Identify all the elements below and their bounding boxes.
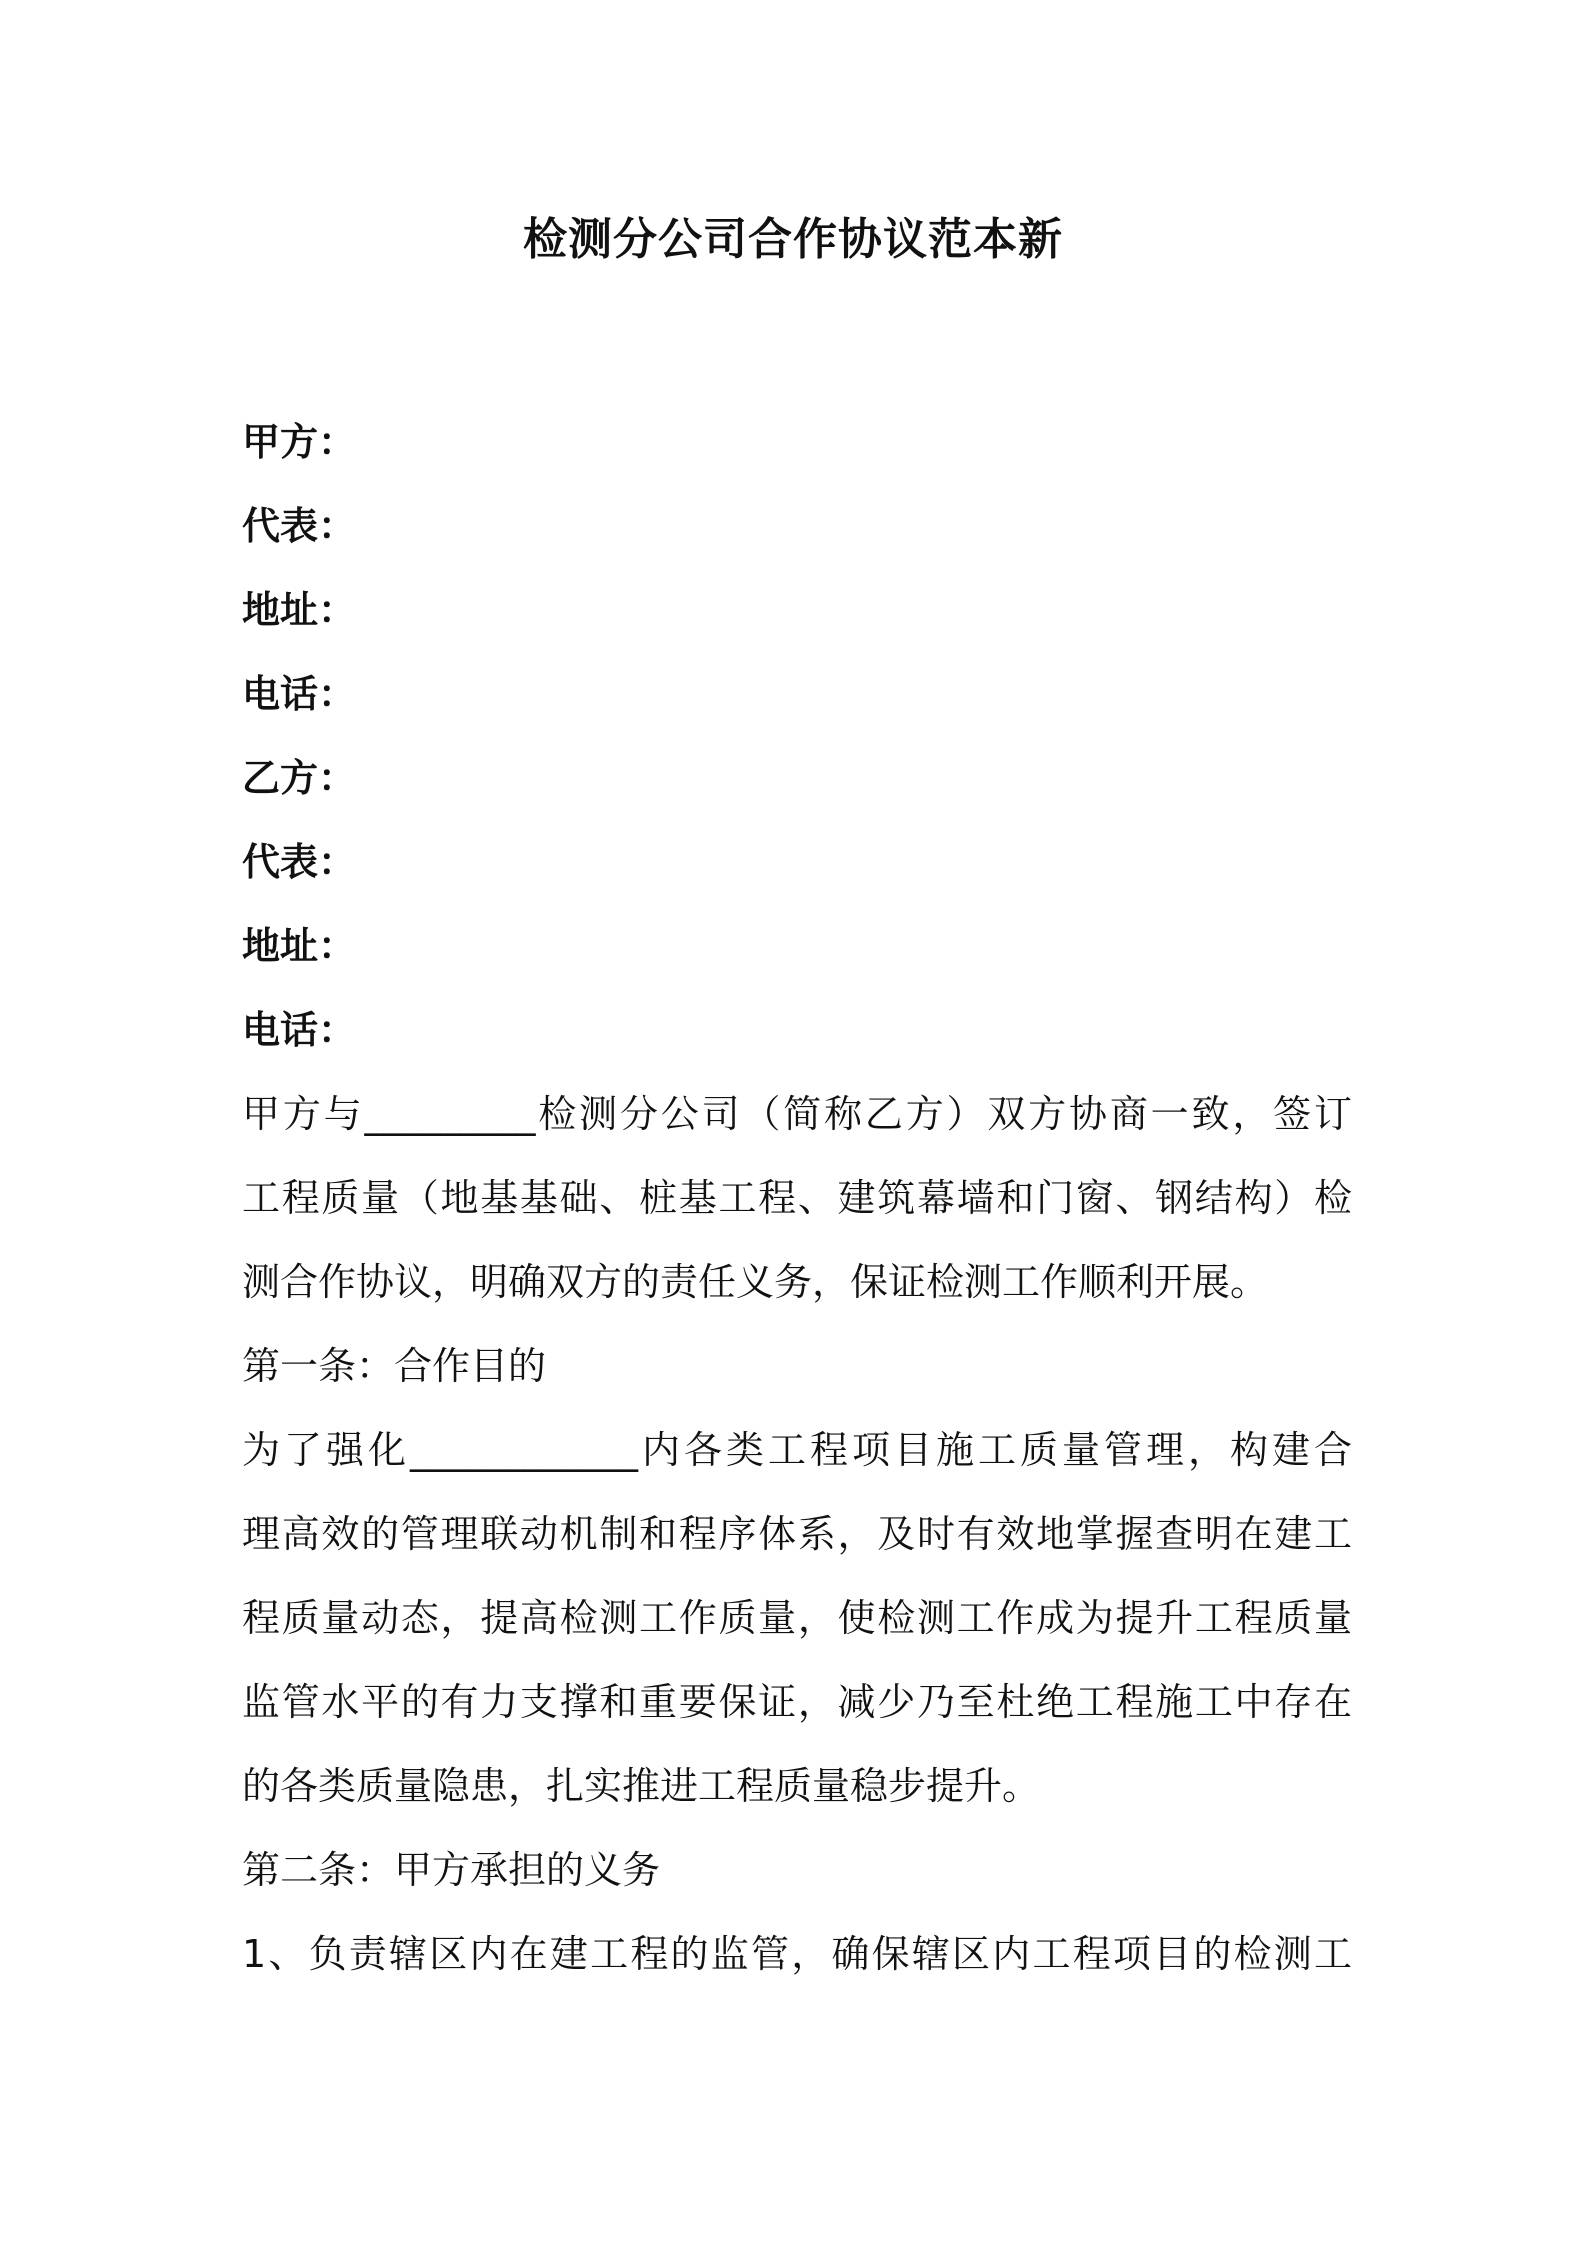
party-b-address-label: 地址： bbox=[242, 924, 357, 968]
document-body bbox=[242, 400, 1352, 1996]
article-1-line: 监管水平的有力支撑和重要保证，减少乃至杜绝工程施工中存在 bbox=[242, 1680, 1352, 1724]
party-a-address-label: 地址： bbox=[242, 588, 357, 632]
intro-line: 测合作协议，明确双方的责任义务，保证检测工作顺利开展。 bbox=[242, 1260, 1269, 1304]
article-1-line: 的各类质量隐患，扎实推进工程质量稳步提升。 bbox=[242, 1764, 1041, 1808]
article-1-line: 程质量动态，提高检测工作质量，使检测工作成为提升工程质量 bbox=[242, 1596, 1352, 1640]
party-a-phone-label: 电话： bbox=[242, 672, 357, 716]
party-a-name-label: 甲方： bbox=[242, 420, 357, 464]
party-b-rep-label: 代表： bbox=[242, 840, 357, 884]
article-2-line: 1、负责辖区内在建工程的监管，确保辖区内工程项目的检测工 bbox=[242, 1932, 1352, 1976]
article-1-line: 为了强化____________内各类工程项目施工质量管理，构建合 bbox=[242, 1428, 1352, 1472]
document-title: 检测分公司合作协议范本新 bbox=[523, 214, 1063, 265]
intro-line: 工程质量（地基基础、桩基工程、建筑幕墙和门窗、钢结构）检 bbox=[242, 1176, 1352, 1220]
party-b-phone-label: 电话： bbox=[242, 1008, 357, 1052]
article-1-heading: 第一条：合作目的 bbox=[242, 1344, 547, 1388]
intro-line: 甲方与_________检测分公司（简称乙方）双方协商一致，签订 bbox=[242, 1092, 1352, 1136]
party-a-rep-label: 代表： bbox=[242, 504, 357, 548]
article-2-heading: 第二条：甲方承担的义务 bbox=[242, 1848, 661, 1892]
article-1-line: 理高效的管理联动机制和程序体系，及时有效地掌握查明在建工 bbox=[242, 1512, 1352, 1556]
party-b-name-label: 乙方： bbox=[242, 756, 357, 800]
